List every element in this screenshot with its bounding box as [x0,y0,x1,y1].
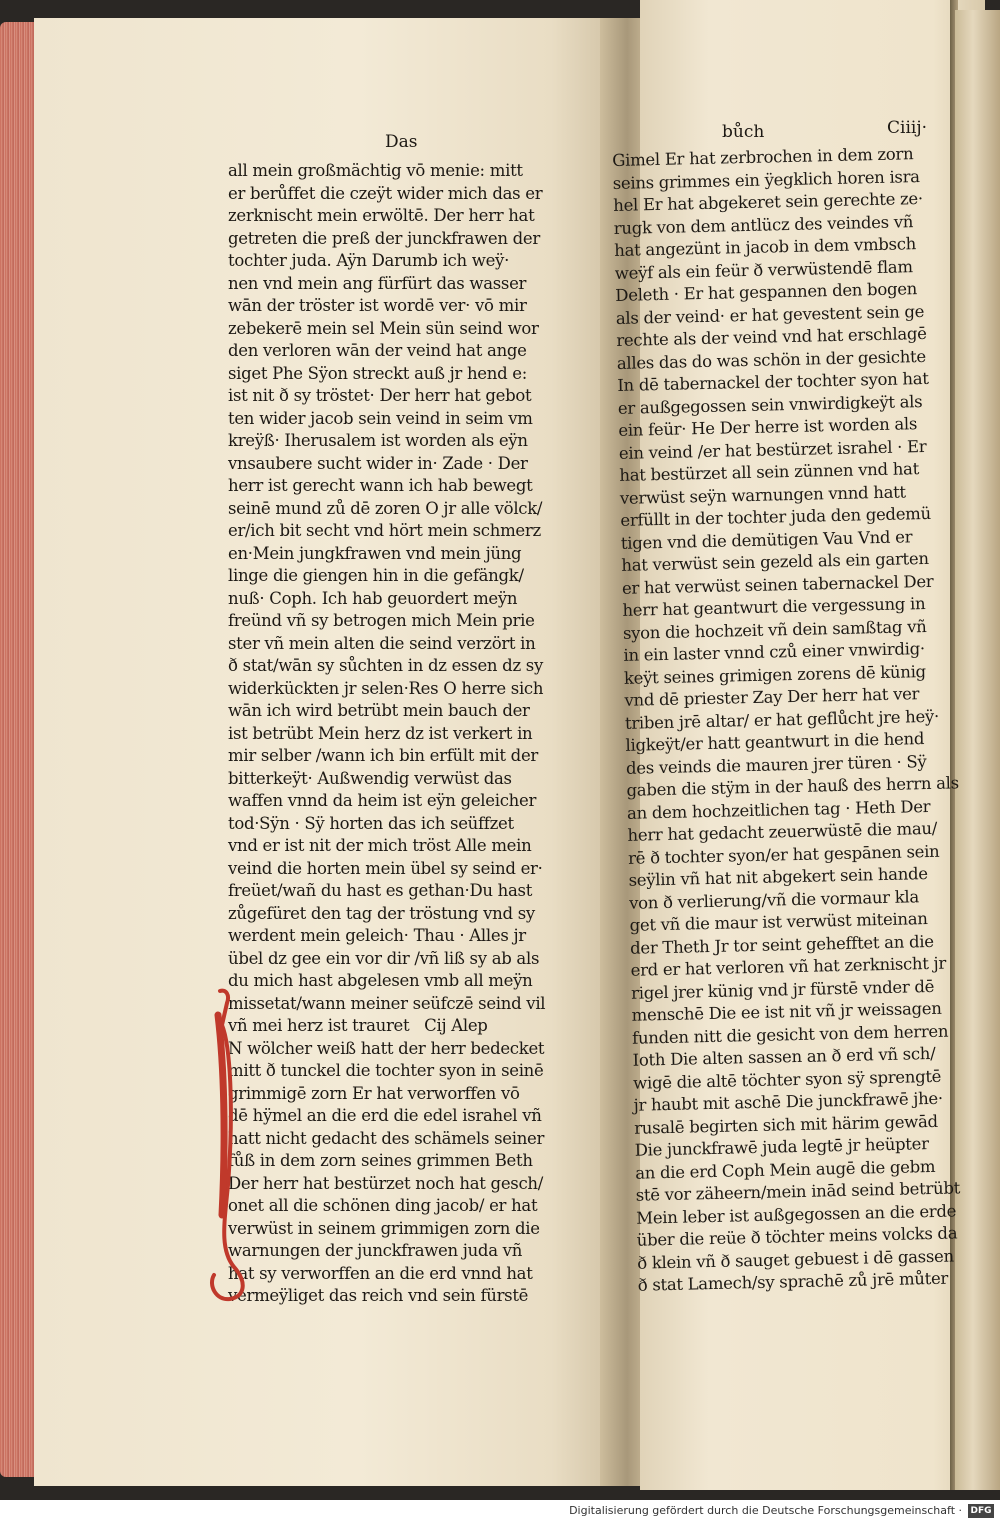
text-line: missetat/wann meiner seüfczē seind vil [228,993,546,1013]
text-line: übel dz gee ein vor dir /vñ liß sy ab als [228,948,540,968]
text-line: freüet/wañ du hast es gethan·Du hast [228,881,533,900]
text-line: rusalē begirten sich mit härim gewād [633,1111,938,1138]
text-line: von ð verlierung/vñ die vormaur kla [628,886,920,913]
text-line: ster vñ mein alten die seind verzört in [228,633,536,653]
footer-bar [0,1500,1000,1522]
text-line: Gimel Er hat zerbrochen in dem zorn [612,144,914,170]
text-line: Die junckfrawē juda legtē jr heüpter [634,1134,929,1160]
text-line: zerknischt mein erwöltē. Der herr hat [228,206,535,225]
text-line: mitt ð tunckel die tochter syon in seinē [228,1061,544,1080]
red-initial-icon [200,985,270,1305]
text-line: der Theth Jr tor seint gehefftet an die [629,931,934,958]
text-line: getreten die preß der junckfrawen der [228,228,540,248]
text-line: tigen vnd die demütigen Vau Vnd er [620,526,913,553]
text-line: er berůffet die czeÿt wider mich das er [228,183,543,203]
text-line: hat bestürzet all sein zünnen vnd hat [619,459,920,485]
funding-notice: Digitalisierung gefördert durch die Deutsche Forschungsgemeinschaft · [569,1504,962,1517]
text-line: ten wider jacob sein veind in seim vm [228,408,533,428]
text-line: triben jrē altar/ er hat geflůcht jre heÿ· [624,706,940,733]
text-line: grimmigē zorn Er hat verworffen vō [228,1083,520,1103]
text-line: hat verwüst sein gezeld als ein garten [621,548,929,575]
text-line: rē ð tochter syon/er hat gespānen sein [627,841,940,868]
text-line: wān der tröster ist wordē ver· vō mir [228,296,527,315]
text-line: tod·Sÿn · Sÿ horten das ich seüffzet [228,813,514,833]
text-line: er hat verwüst seinen tabernackel Der [621,571,934,598]
text-line: ein veind /er hat bestürzet israhel · Er [618,436,927,463]
text-line: rugk von dem antlücz des veindes vñ [613,211,914,238]
text-line: get vñ die maur ist verwüst miteinan [629,909,928,935]
text-line: N wölcher weiß hatt der herr bedecket [228,1038,545,1058]
text-line: herr hat gedacht zeuerwüstē die mau/ [627,818,938,845]
text-line: weÿf als ein feür ð verwüstendē flam [614,256,913,283]
text-line: er außgegossen sein vnwirdigkeÿt als [617,391,923,418]
dfg-logo: DFG [968,1504,994,1518]
folio-number: Ciiij· [887,118,927,138]
text-line: ist betrübt Mein herz dz ist verkert in [228,723,533,743]
text-line: rigel jrer künig vnd jr fürstē vnder dē [630,976,935,1003]
text-line: herr hat geantwurt die vergessung in [622,594,926,620]
text-line: linge die giengen hin in die gefängk/ [228,566,524,585]
text-line: seÿlin vñ hat nit abgekert sein hande [628,864,928,890]
text-line: tochter juda. Aÿn Darumb ich weÿ· [228,251,510,270]
text-line: zebekerē mein sel Mein sün seind wor [228,318,539,338]
text-line: herr ist gerecht wann ich hab bewegt [228,476,533,495]
text-line: keÿt seines grimigen zorens dē künig [623,661,927,688]
text-line: hat sy verworffen an die erd vnnd hat [228,1263,533,1283]
text-line: an dem hochzeitlichen tag · Heth Der [626,796,931,823]
text-line: in ein laster vnnd czů einer vnwirdig· [623,639,926,665]
text-line: seinē mund zů dē zoren O jr alle völck/ [228,498,543,518]
text-line: ð stat Lamech/sy sprachē zů jrē můter [637,1268,949,1295]
text-line: siget Phe Sÿon streckt auß jr hend e: [228,363,528,383]
text-line: all mein großmächtig vō menie: mitt [228,161,523,180]
text-line: kreÿß· Iherusalem ist worden als eÿn [228,431,528,450]
text-line: freünd vñ sy betrogen mich Mein prie [228,611,535,630]
text-line: menschē Die ee ist nit vñ jr weissagen [631,998,942,1025]
right-text-column [612,142,970,1297]
text-line: hat angezünt in jacob in dem vmbsch [614,234,917,260]
text-line: alles das do was schön in der gesichte [616,346,927,373]
text-line: wān ich wird betrübt mein bauch der [228,701,530,720]
text-line: hel Er hat abgekeret sein gerechte ze· [613,188,924,215]
text-line: ein feür· He Der herre ist worden als [618,414,918,440]
text-line: ligkeÿt/er hatt geantwurt in die hend [625,729,925,755]
text-line: seins grimmes ein ÿegklich horen isra [612,166,920,193]
text-line: In dē tabernackel der tochter syon hat [617,368,929,395]
text-line: des veinds die mauren jrer türen · Sÿ [625,751,927,778]
text-line: en·Mein jungkfrawen vnd mein jüng [228,543,522,563]
text-line: dē hÿmel an die erd die edel israhel vñ [228,1106,542,1125]
text-line: als der veind· er hat gevestent sein ge [615,301,925,328]
text-line: vñ mei herz ist trauret Cij Alep [228,1016,488,1035]
text-line: gaben die stÿm in der hauß des herrn als [626,773,960,800]
text-line: vnsaubere sucht wider in· Zade · Der [228,453,528,473]
text-line: widerkückten jr selen·Res O herre sich [228,678,544,698]
text-line: ð klein vñ ð sauget gebuest i dē gassen [637,1246,955,1273]
running-head-right: bůch [722,122,765,142]
text-line: du mich hast abgelesen vmb all meÿn [228,971,533,990]
text-line: Ioth Die alten sassen an ð erd vñ sch/ [632,1043,936,1070]
text-line: an die erd Coph Mein augē die gebm [634,1156,936,1183]
text-line: vnd dē priester Zay Der herr hat ver [624,684,920,710]
text-line: syon die hochzeit vñ dein samßtag vñ [622,616,927,643]
text-line: erd er hat verloren vñ hat zerknischt jr [630,953,947,980]
text-line: stē vor zäheern/mein inād seind betrübt [635,1178,961,1205]
text-line: nen vnd mein ang fürfürt das wasser [228,273,527,293]
text-line: erfüllt in der tochter juda den gedemü [620,503,932,530]
text-line: funden nitt die gesicht von dem herren [631,1021,949,1048]
text-line: fůß in dem zorn seines grimmen Beth [228,1151,533,1170]
text-line: zůgefüret den tag der tröstung vnd sy [228,903,535,923]
text-line: veind die horten mein übel sy seind er· [228,858,543,878]
running-head-left: Das [385,132,418,152]
left-text-column [228,160,545,1308]
text-line: wigē die altē töchter syon sÿ sprengtē [632,1066,942,1093]
text-line: Der herr hat bestürzet noch hat gesch/ [228,1173,543,1193]
text-line: bitterkeÿt· Außwendig verwüst das [228,768,512,788]
text-line: verwüst in seinem grimmigen zorn die [228,1218,540,1238]
text-line: mir selber /wann ich bin erfült mit der [228,746,538,765]
text-line: warnungen der junckfrawen juda vñ [228,1241,523,1260]
text-line: verwüst seÿn warnungen vnnd hatt [619,481,906,508]
text-line: den verloren wān der veind hat ange [228,341,527,360]
text-line: nuß· Coph. Ich hab geuordert meÿn [228,588,518,608]
text-line: jr haubt mit aschē Die junckfrawē jhe· [633,1088,944,1115]
text-line: über die reüe ð töchter meins volcks da [636,1223,958,1250]
text-line: ð stat/wān sy sůchten in dz essen dz sy [228,656,543,675]
text-line: ist nit ð sy tröstet· Der herr hat gebot [228,386,532,405]
text-line: rechte als der veind vnd hat erschlagē [616,323,927,350]
text-line: vermeÿliget das reich vnd sein fürstē [228,1286,529,1305]
text-line: werdent mein geleich· Thau · Alles jr [228,926,526,945]
text-line: waffen vnnd da heim ist eÿn geleicher [228,791,537,810]
text-line: Mein leber ist außgegossen an die erde [636,1200,957,1228]
text-line: Deleth · Er hat gespannen den bogen [615,279,918,305]
text-line: vnd er ist nit der mich tröst Alle mein [228,836,532,855]
text-line: hatt nicht gedacht des schämels seiner [228,1128,545,1148]
text-line: er/ich bit secht vnd hört mein schmerz [228,521,541,540]
text-line: onet all die schönen ding jacob/ er hat [228,1196,538,1215]
red-page-edges [0,22,36,1477]
